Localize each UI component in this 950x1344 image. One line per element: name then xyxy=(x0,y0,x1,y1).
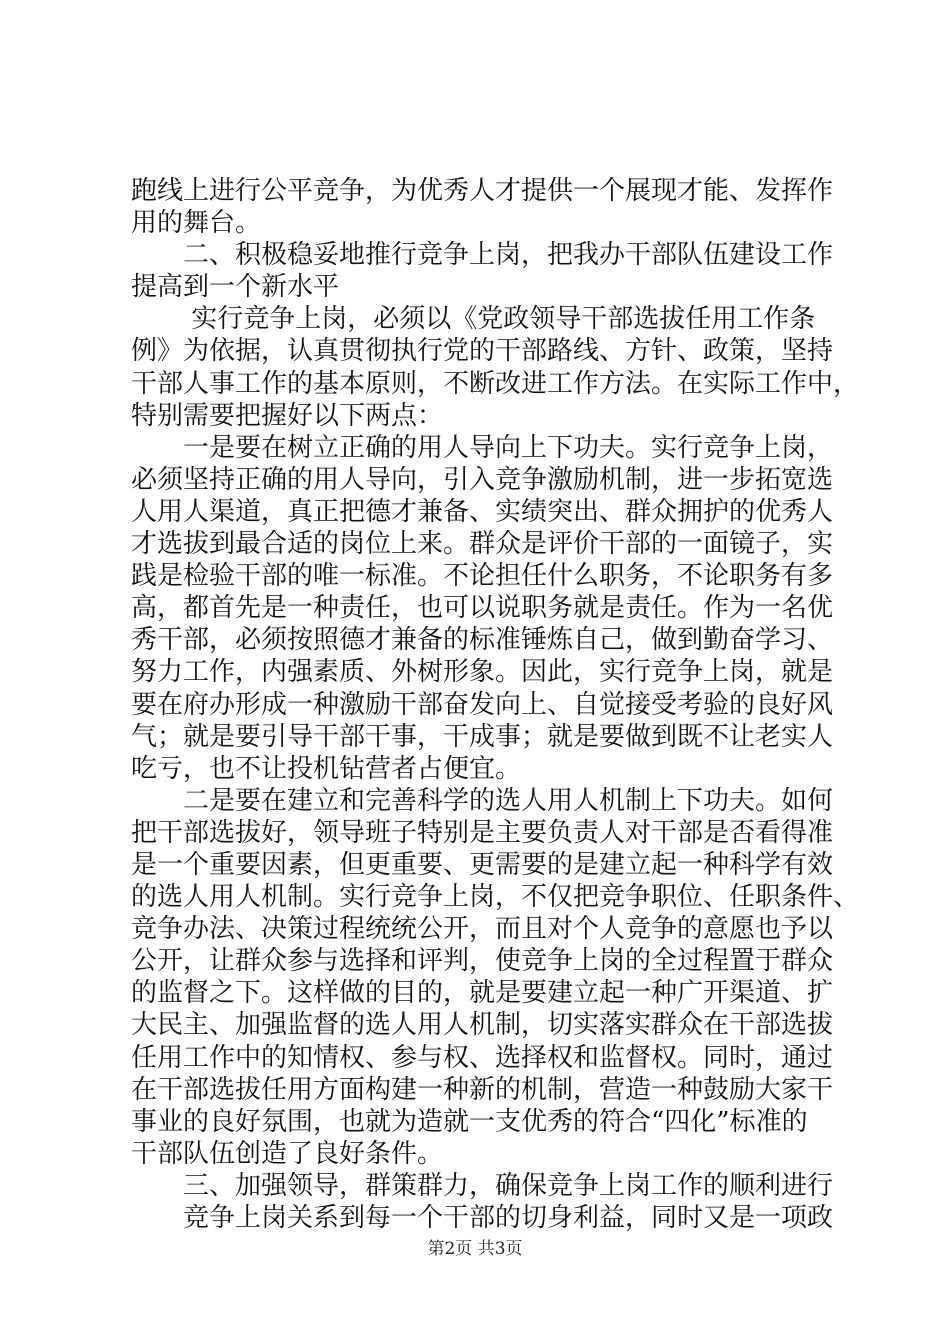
text-line: 一是要在树立正确的用人导向上下功夫。实行竞争上岗， xyxy=(131,432,834,463)
page-number-footer: 第2页 共3页 xyxy=(427,1239,523,1259)
text-line: 用的舞台。 xyxy=(131,208,262,239)
text-line: 公开，让群众参与选择和评判，使竞争上岗的全过程置于群众 xyxy=(131,946,834,977)
text-line: 干部队伍创造了良好条件。 xyxy=(131,1138,444,1169)
text-line: 竞争上岗关系到每一个干部的切身利益，同时又是一项政 xyxy=(131,1203,834,1233)
section-heading-line: 提高到一个新水平 xyxy=(131,272,340,303)
text-line: 跑线上进行公平竞争，为优秀人才提供一个展现才能、发挥作 xyxy=(131,176,834,206)
text-line: 的选人用人机制。实行竞争上岗，不仅把竞争职位、任职条件、 xyxy=(131,882,860,913)
text-line: 任用工作中的知情权、参与权、选择权和监督权。同时，通过 xyxy=(131,1042,834,1073)
text-line: 是一个重要因素，但更重要、更需要的是建立起一种科学有效 xyxy=(131,849,834,880)
section-heading-line: 三、加强领导，群策群力，确保竞争上岗工作的顺利进行 xyxy=(131,1170,834,1201)
text-line: 气；就是要引导干部干事，干成事；就是要做到既不让老实人 xyxy=(131,721,834,752)
text-line: 特别需要把握好以下两点： xyxy=(131,400,444,431)
text-line: 吃亏，也不让投机钻营者占便宜。 xyxy=(131,753,522,784)
text-line: 例》为依据，认真贯彻执行党的干部路线、方针、政策，坚持 xyxy=(131,336,834,367)
text-line: 在干部选拔任用方面构建一种新的机制，营造一种鼓励大家干 xyxy=(131,1074,834,1105)
section-heading-line: 二、积极稳妥地推行竞争上岗，把我办干部队伍建设工作 xyxy=(131,240,834,271)
text-line: 努力工作，内强素质、外树形象。因此，实行竞争上岗，就是 xyxy=(131,657,834,688)
text-line: 秀干部，必须按照德才兼备的标准锤炼自己，做到勤奋学习、 xyxy=(131,625,834,656)
text-line: 高，都首先是一种责任，也可以说职务就是责任。作为一名优 xyxy=(131,593,834,624)
text-line: 事业的良好氛围，也就为造就一支优秀的符合“四化”标准的 xyxy=(131,1106,808,1137)
body-text xyxy=(131,175,860,1234)
text-line: 干部人事工作的基本原则，不断改进工作方法。在实际工作中， xyxy=(131,368,860,399)
text-line: 才选拔到最合适的岗位上来。群众是评价干部的一面镜子，实 xyxy=(131,529,834,560)
text-line: 竞争办法、决策过程统统公开，而且对个人竞争的意愿也予以 xyxy=(131,914,834,945)
text-line: 践是检验干部的唯一标准。不论担任什么职务，不论职务有多 xyxy=(131,561,834,592)
text-line: 二是要在建立和完善科学的选人用人机制上下功夫。如何 xyxy=(131,785,834,816)
text-line: 把干部选拔好，领导班子特别是主要负责人对干部是否看得准 xyxy=(131,817,834,848)
text-line: 必须坚持正确的用人导向，引入竞争激励机制，进一步拓宽选 xyxy=(131,464,834,495)
text-line: 实行竞争上岗，必须以《党政领导干部选拔任用工作条 xyxy=(131,304,816,335)
text-line: 人用人渠道，真正把德才兼备、实绩突出、群众拥护的优秀人 xyxy=(131,496,834,527)
text-line: 的监督之下。这样做的目的，就是要建立起一种广开渠道、扩 xyxy=(131,978,834,1009)
text-line: 要在府办形成一种激励干部奋发向上、自觉接受考验的良好风 xyxy=(131,689,834,720)
text-line: 大民主、加强监督的选人用人机制，切实落实群众在干部选拔 xyxy=(131,1010,834,1041)
